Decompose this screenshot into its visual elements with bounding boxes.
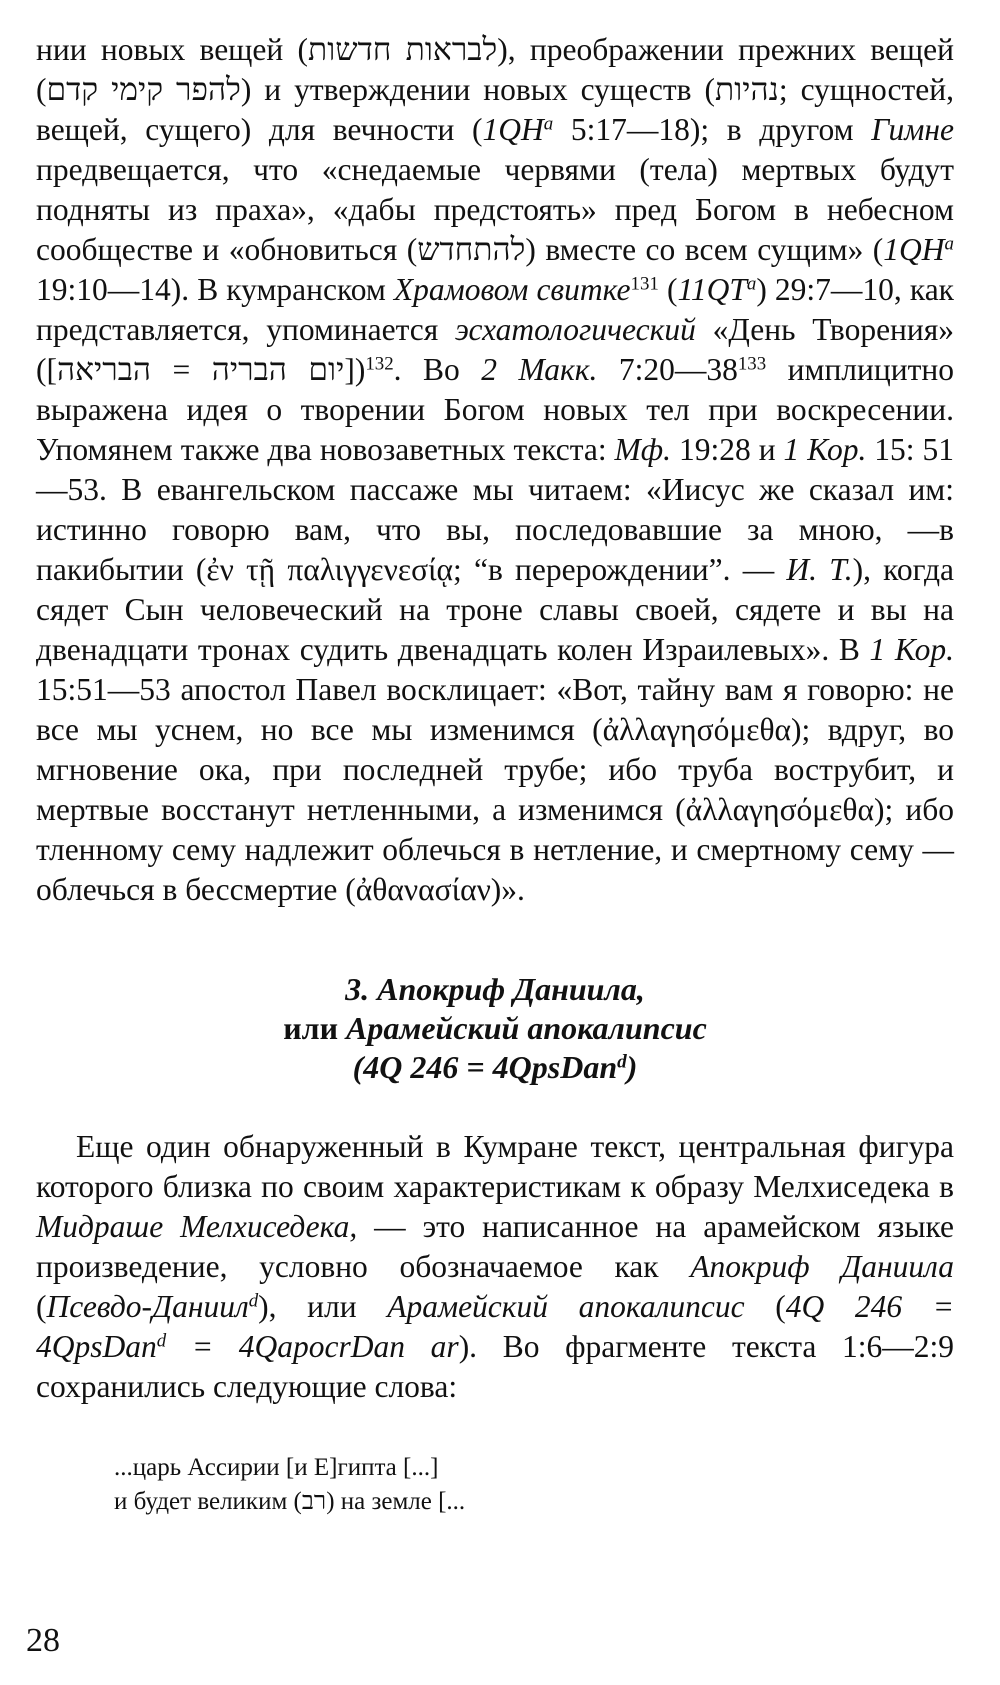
text: . Во bbox=[393, 352, 482, 387]
text: 19:28 и bbox=[671, 432, 784, 467]
text: ) 29:7—10, как представляется, упоминается bbox=[36, 272, 954, 347]
hebrew-text: לבראות חדשות bbox=[308, 32, 498, 67]
italic-term: Мидраше Мелхиседека, bbox=[36, 1209, 358, 1244]
heading-line bbox=[36, 1048, 954, 1087]
italic-term: Храмовом свитке bbox=[393, 272, 631, 307]
footnote-marker: 132 bbox=[365, 353, 394, 375]
hebrew-text: רב bbox=[301, 1488, 327, 1515]
heading-line: 3. Апокриф Даниила, bbox=[345, 971, 645, 1007]
author-initials: И. Т. bbox=[786, 552, 853, 587]
hebrew-text: נהיות bbox=[714, 72, 779, 107]
heading-line bbox=[36, 1009, 954, 1048]
siglum: 4Q 246 = 4QpsDan bbox=[36, 1289, 954, 1364]
hebrew-text: להתחדש bbox=[417, 232, 526, 267]
text: 15: 51—53. В евангельском пассаже мы читаем: «Иисус же сказал им: истинно говорю вам, что вы, последовавшие за мною, —в пакибытии (ἐν τῇ παλιγγενεσίᾳ; “в перерождении”. — bbox=[36, 432, 955, 587]
superscript: a bbox=[543, 113, 554, 135]
book-reference: Мф. bbox=[614, 432, 672, 467]
quote-line: ...царь Ассирии [и Е]гипта [...] bbox=[114, 1454, 439, 1481]
text: ( bbox=[658, 272, 678, 307]
text: ), или bbox=[258, 1289, 388, 1324]
text: ), когда сядет Сын человеческий на троне славы своей, сядете и вы на двенадцати тронах судить двенадцать колен Израилевых». В bbox=[36, 552, 954, 667]
hebrew-text: יום הבריה = הבריאה bbox=[56, 352, 345, 387]
text: ( bbox=[36, 1289, 47, 1324]
text: 5:17—18); в другом bbox=[553, 112, 872, 147]
heading-text: (4Q 246 = 4QpsDan bbox=[352, 1049, 618, 1085]
block-quote bbox=[114, 1451, 954, 1519]
superscript: d bbox=[617, 1051, 627, 1073]
italic-term: эсхатологический bbox=[455, 312, 696, 347]
heading-text: или bbox=[283, 1010, 347, 1046]
heading-text: Арамейский апокалипсис bbox=[346, 1010, 707, 1046]
text: ( bbox=[744, 1289, 786, 1324]
paragraph bbox=[36, 1127, 954, 1407]
text: 7:20—38 bbox=[597, 352, 738, 387]
text: «День Творения» ([ bbox=[36, 312, 954, 387]
text: ) и утверждении новых существ ( bbox=[240, 72, 715, 107]
page-body bbox=[36, 30, 954, 1519]
superscript: a bbox=[944, 233, 954, 255]
book-reference: 1 Кор. bbox=[869, 632, 955, 667]
superscript: a bbox=[746, 273, 757, 295]
text: ]) bbox=[344, 352, 366, 387]
siglum: 11QT bbox=[677, 272, 747, 307]
text: ) на земле [... bbox=[326, 1488, 466, 1515]
text: ). Во фрагменте текста 1:6—2:9 сохранились следующие слова: bbox=[36, 1329, 954, 1404]
text: предвещается, что «снедаемые червями (тела) мертвых будут подняты из праха», «дабы предстоять» пред Богом в небесном сообществе и «обновиться ( bbox=[36, 152, 954, 267]
text: имплицитно выражена идея о творении Богом новых тел при воскресении. Упомянем также два новозаветных текста: bbox=[36, 352, 954, 467]
footnote-marker: 133 bbox=[737, 353, 767, 375]
superscript: d bbox=[156, 1330, 167, 1352]
italic-term: Арамейский апокалипсис bbox=[387, 1289, 745, 1324]
hebrew-text: להפר קימי קדם bbox=[46, 72, 241, 107]
text: и будет великим ( bbox=[114, 1488, 302, 1515]
paragraph-continued bbox=[36, 30, 954, 910]
siglum: 1QH bbox=[482, 112, 544, 147]
text: ) вместе со всем сущим» ( bbox=[525, 232, 884, 267]
siglum: 1QH bbox=[883, 232, 945, 267]
book-reference: 2 Макк. bbox=[481, 352, 598, 387]
book-reference: 1 Кор. bbox=[783, 432, 867, 467]
text: 19:10—14). В кумранском bbox=[36, 272, 394, 307]
text: нии новых вещей ( bbox=[36, 32, 309, 67]
quote-line bbox=[114, 1485, 954, 1519]
heading-text: ) bbox=[626, 1049, 638, 1085]
page-number: 28 bbox=[26, 1622, 60, 1659]
superscript: d bbox=[248, 1290, 259, 1312]
italic-term: Апокриф Даниила bbox=[690, 1249, 954, 1284]
italic-term: Гимне bbox=[871, 112, 954, 147]
italic-term: Псевдо-Даниил bbox=[46, 1289, 249, 1324]
text: 15:51—53 апостол Павел восклицает: «Вот, тайну вам я говорю: не все мы уснем, но все мы изменимся (ἀλλαγησόμεθα); вдруг, во мгновение ока, при последней трубе; ибо труба вострубит, и мертвые восстанут нетленными, а изменимся (ἀλλαγησόμεθα); ибо тленному сему надлежит облечься в нетление, и смертному сему — облечься в бессмертие (ἀθανασίαν)». bbox=[36, 672, 954, 907]
section-heading bbox=[36, 970, 954, 1087]
text: ), преображении прежних вещей ( bbox=[36, 32, 954, 107]
text: Еще один обнаруженный в Кумране текст, центральная фигура которого близка по своим характеристикам к образу Мелхиседека в bbox=[36, 1129, 954, 1204]
text: ; сущностей, вещей, сущего) для вечности ( bbox=[36, 72, 954, 147]
footnote-marker: 131 bbox=[630, 273, 659, 295]
text: — это написанное на арамейском языке произведение, условно обозначаемое как bbox=[36, 1209, 954, 1284]
siglum: = 4QapocrDan ar bbox=[166, 1329, 459, 1364]
